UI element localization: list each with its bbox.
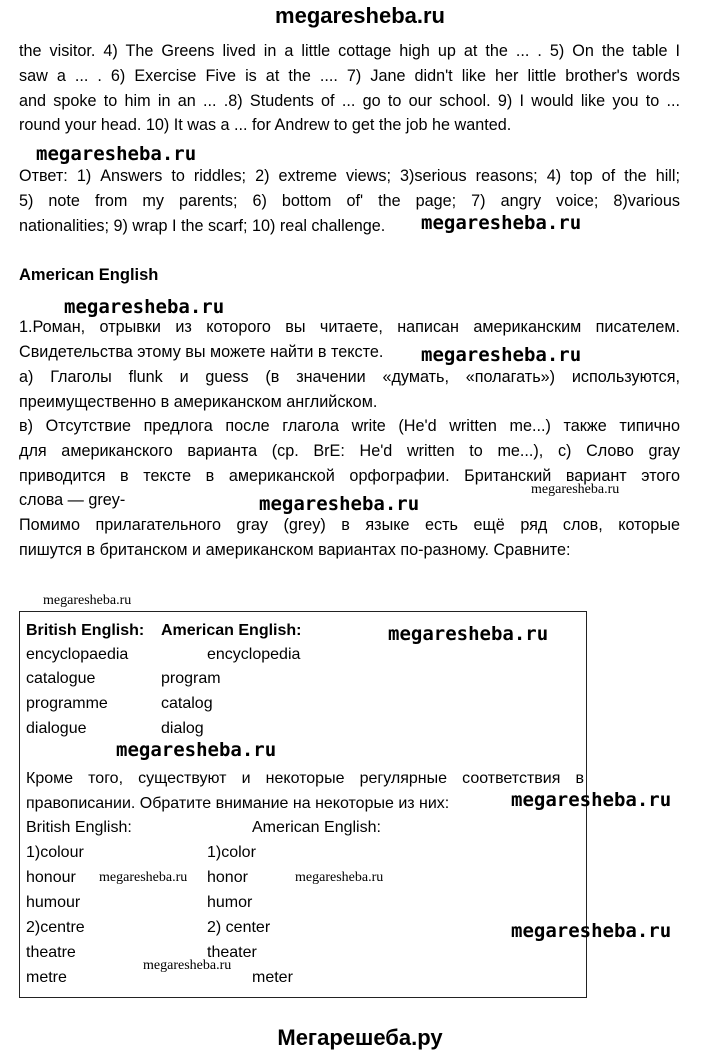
table-header-american: American English: [161, 622, 302, 639]
pair-american: humor [207, 894, 253, 911]
watermark: megaresheba.ru [99, 870, 188, 885]
pair-british: metre [26, 969, 67, 986]
note-line: правописании. Обратите внимание на некоторые из них: [26, 794, 450, 812]
section-paragraph-2 [19, 365, 680, 415]
pair-american: 2) center [207, 919, 271, 936]
table-cell-british: programme [26, 695, 108, 712]
paragraph-line: в) Отсутствие предлога после глагола write (He'd written me...) также типично [19, 417, 680, 435]
paragraph-line: пишутся в британском и американском вариантах по-разному. Сравните: [19, 540, 571, 559]
watermark: megaresheba.ru [421, 344, 582, 366]
pair-british: honour [26, 869, 76, 886]
pair-british: theatre [26, 944, 76, 961]
site-header-logo[interactable]: megaresheba.ru [275, 3, 445, 28]
watermark: megaresheba.ru [511, 789, 672, 811]
table-cell-american: encyclopedia [207, 646, 301, 663]
answer-line: nationalities; 9) wrap I the scarf; 10) real challenge. [19, 216, 386, 235]
paragraph-line: слова — grey- [19, 491, 126, 510]
section-paragraph-4 [19, 513, 680, 563]
watermark: megaresheba.ru [421, 212, 582, 234]
watermark: megaresheba.ru [295, 870, 384, 885]
pair-british: 1)colour [26, 844, 84, 861]
table-note [26, 767, 584, 817]
pair-american: meter [252, 969, 293, 986]
exercise-paragraph [19, 39, 680, 138]
paragraph-line: для американского варианта (ср. BrE: He'd written to me...), с) Слово gray [19, 441, 680, 460]
table-cell-american: catalog [161, 695, 213, 712]
watermark: megaresheba.ru [143, 958, 232, 973]
watermark: megaresheba.ru [36, 143, 197, 165]
label-american: American English: [252, 819, 381, 836]
paragraph-line: преимущественно в американском английском. [19, 392, 378, 411]
watermark: megaresheba.ru [116, 739, 277, 761]
note-line: Кроме того, существуют и некоторые регулярные соответствия в [26, 770, 584, 787]
table-header-british: British English: [26, 622, 145, 639]
table-cell-american: program [161, 670, 221, 687]
table-cell-american: dialog [161, 720, 204, 737]
watermark: megaresheba.ru [43, 593, 132, 608]
watermark: megaresheba.ru [531, 482, 620, 497]
pair-british: 2)centre [26, 919, 85, 936]
table-cell-british: dialogue [26, 720, 87, 737]
exercise-line: round your head. 10) It was a ... for Andrew to get the job he wanted. [19, 116, 512, 135]
pair-british: humour [26, 894, 81, 911]
paragraph-line: 1.Роман, отрывки из которого вы читаете, написан американским писателем. [19, 318, 680, 336]
pair-american: honor [207, 869, 248, 886]
site-footer-logo[interactable]: Мегарешеба.ру [277, 1025, 443, 1050]
paragraph-line: приводится в тексте в американской орфографии. Британский вариант этого [19, 466, 680, 485]
watermark: megaresheba.ru [511, 920, 672, 942]
paragraph-line: Помимо прилагательного gray (grey) в языке есть ещё ряд слов, которые [19, 516, 680, 534]
exercise-line: and spoke to him in an ... .8) Students of ... go to our school. 9) I would like you to ... [19, 91, 680, 110]
table-cell-british: encyclopaedia [26, 646, 129, 663]
paragraph-line: Свидетельства этому вы можете найти в тексте. [19, 342, 384, 361]
watermark: megaresheba.ru [388, 623, 549, 645]
exercise-line: the visitor. 4) The Greens lived in a little cottage high up at the ... . 5) On the table I [19, 42, 680, 60]
pair-american: 1)color [207, 844, 256, 861]
table-cell-british: catalogue [26, 670, 96, 687]
paragraph-line: а) Глаголы flunk и guess (в значении «думать, «полагать») используются, [19, 368, 680, 386]
answer-line: 5) note from my parents; 6) bottom of' the page; 7) angry voice; 8)various [19, 191, 680, 210]
section-title: American English [19, 266, 159, 284]
answer-line: Ответ: 1) Answers to riddles; 2) extreme views; 3)serious reasons; 4) top of the hill; [19, 167, 680, 185]
watermark: megaresheba.ru [259, 493, 420, 515]
watermark: megaresheba.ru [64, 296, 225, 318]
exercise-line: saw a ... . 6) Exercise Five is at the .... 7) Jane didn't like her little brother's words [19, 66, 680, 85]
label-british: British English: [26, 819, 132, 836]
pair-american: theater [207, 944, 257, 961]
